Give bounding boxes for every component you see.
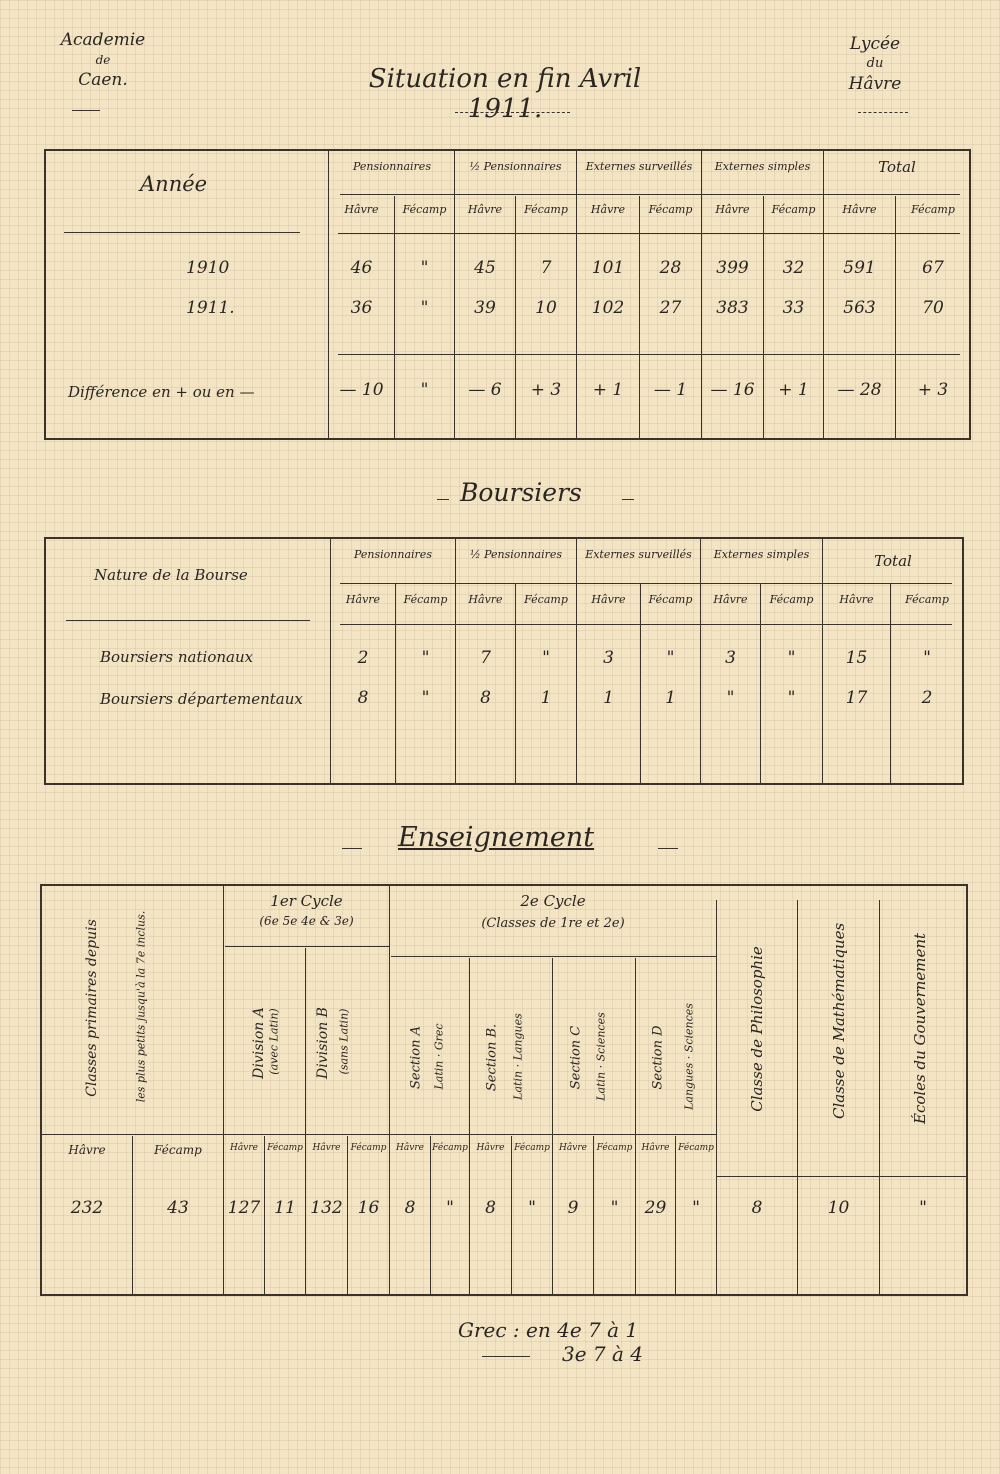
t3-vline (469, 958, 470, 1294)
gouv-header: Écoles du Gouvernement (911, 932, 929, 1124)
div-a-line-2: (avec Latin) (267, 1008, 281, 1075)
cell: 1 (603, 688, 614, 708)
t1-group-ext-surv: Externes surveillés (585, 160, 693, 173)
cell: " (923, 648, 931, 668)
cell: 8 (485, 1198, 496, 1218)
t3-hline (391, 956, 716, 957)
cell: 399 (716, 258, 749, 278)
cell: 32 (782, 258, 805, 278)
t1-sub-fecamp: Fécamp (524, 203, 568, 216)
t2-subline (760, 584, 761, 783)
t3-vline (305, 948, 306, 1294)
t1-sub-fecamp: Fécamp (911, 203, 955, 216)
t1-hline (64, 232, 300, 233)
sec-a-line-2: Latin · Grec (432, 1023, 446, 1090)
academie-underline (72, 110, 100, 111)
row-nationaux-label: Boursiers nationaux (100, 648, 254, 666)
t3-vline (797, 900, 798, 1294)
t2-sub-fecamp: Fécamp (403, 593, 448, 606)
cell: 10 (535, 298, 557, 318)
cell: 383 (716, 298, 749, 318)
t3-vline (552, 958, 553, 1294)
cell: 28 (659, 258, 682, 278)
cell: 132 (310, 1198, 343, 1218)
cell: 102 (591, 298, 625, 318)
t2-group-pensionnaires: Pensionnaires (354, 548, 432, 561)
cell: " (692, 1198, 700, 1218)
t2-subline (890, 584, 891, 783)
t3-sub-havre: Hâvre (230, 1143, 258, 1153)
sec-b-line-2: Latin · Langues (511, 1013, 525, 1100)
enseignement-dash-left (342, 848, 362, 849)
div-a-line-1: Division A (251, 1007, 267, 1079)
cell: 33 (782, 298, 805, 318)
cell: " (420, 298, 429, 318)
t3-sub-havre: Hâvre (559, 1143, 587, 1153)
cycle2-title: 2e Cycle (520, 892, 586, 910)
enseignement-title: Enseignement (398, 822, 595, 853)
cell: 15 (845, 648, 868, 668)
t1-sub-havre: Hâvre (467, 203, 503, 216)
t1-group-ext-simple: Externes simples (714, 160, 811, 173)
cell: " (542, 648, 550, 668)
sec-c-line-2: Latin · Sciences (594, 1012, 608, 1101)
sec-b-line-1: Section B. (484, 1023, 500, 1092)
t2-sub-fecamp: Fécamp (648, 593, 693, 606)
enseignement-dash-right (658, 848, 678, 849)
cell: 70 (922, 298, 944, 318)
t3-vline (716, 900, 717, 1294)
enseignement-table (40, 884, 968, 1296)
cell: + 3 (917, 380, 949, 400)
t2-sub-fecamp: Fécamp (769, 593, 814, 606)
cell: + 3 (530, 380, 562, 400)
t2-hline (340, 583, 952, 584)
cell: 29 (644, 1198, 667, 1218)
note-line-1: Grec : en 4e 7 à 1 (458, 1318, 639, 1342)
t1-sub-havre: Hâvre (715, 203, 750, 216)
t3-hline (42, 1134, 716, 1135)
t2-hline (66, 620, 310, 621)
cell: 8 (404, 1198, 416, 1218)
div-b-line-2: (sans Latin) (337, 1008, 351, 1075)
cell: 39 (474, 298, 496, 318)
cell: 16 (357, 1198, 380, 1218)
t2-sub-fecamp: Fécamp (524, 593, 568, 606)
lycee-underline (858, 112, 908, 113)
philo-header: Classe de Philosophie (748, 946, 766, 1112)
t2-group-demi: ½ Pensionnaires (469, 548, 563, 561)
t3-sub-fecamp: Fécamp (596, 1143, 633, 1153)
t1-hline (338, 354, 960, 355)
t3-sub-havre: Hâvre (312, 1143, 341, 1153)
cell: " (446, 1198, 454, 1218)
cell: " (420, 258, 429, 278)
cell: 3 (603, 648, 614, 668)
t2-sub-havre: Hâvre (468, 593, 503, 606)
t1-sub-fecamp: Fécamp (771, 203, 816, 216)
t3-vline (389, 886, 390, 1294)
t3-sub-fecamp: Fécamp (350, 1143, 387, 1153)
t2-subline (640, 584, 641, 783)
t3-sub-havre: Hâvre (641, 1143, 670, 1153)
cell: 232 (70, 1198, 104, 1218)
diff-label: Différence en + ou en — (68, 383, 255, 401)
t3-sub-fecamp: Fécamp (514, 1143, 550, 1153)
boursiers-dash-left (437, 499, 449, 500)
t1-hline (340, 194, 960, 195)
cell: 8 (480, 688, 491, 708)
t2-sub-havre: Hâvre (591, 593, 626, 606)
t2-subline (395, 584, 396, 783)
t3-sub-havre: Hâvre (476, 1143, 505, 1153)
nature-header: Nature de la Bourse (94, 566, 248, 584)
t2-group-ext-surv: Externes surveillés (585, 548, 692, 561)
t3-vline (223, 886, 224, 1294)
t2-group-ext-simple: Externes simples (713, 548, 810, 561)
page-title: Situation en fin Avril 1911. (368, 64, 642, 124)
t1-sub-havre: Hâvre (344, 203, 379, 216)
boursiers-title: Boursiers (460, 478, 582, 507)
lycee-line-3: Hâvre (848, 74, 902, 94)
t3-sub-havre: Hâvre (68, 1143, 106, 1157)
cell: " (919, 1198, 927, 1218)
t3-sub-fecamp: Fécamp (267, 1143, 303, 1153)
div-b-line-1: Division B (315, 1007, 331, 1079)
cell: 7 (480, 648, 491, 668)
cell: 27 (659, 298, 682, 318)
cell: " (421, 648, 430, 668)
cell: 591 (843, 258, 876, 278)
t1-sub-havre: Hâvre (842, 203, 877, 216)
cell: 17 (845, 688, 868, 708)
cell: 67 (922, 258, 944, 278)
cell: 563 (843, 298, 876, 318)
primaires-line-2: les plus petits jusqu'à la 7e inclus. (134, 910, 148, 1103)
cell: 2 (921, 688, 933, 708)
lycee-label (820, 34, 930, 94)
cell: 127 (227, 1198, 261, 1218)
t3-vline (635, 958, 636, 1294)
cell: 1 (540, 688, 552, 708)
sec-d-line-1: Section D (650, 1025, 666, 1090)
maths-header: Classe de Mathématiques (830, 922, 848, 1119)
cell: " (787, 688, 796, 708)
cell: " (421, 688, 430, 708)
sec-a-line-1: Section A (408, 1026, 424, 1089)
cell: 1 (665, 688, 676, 708)
t3-vline (879, 900, 880, 1294)
t1-group-total: Total (878, 158, 916, 176)
cycle2-sub: (Classes de 1re et 2e) (481, 916, 625, 931)
t2-sub-havre: Hâvre (345, 593, 381, 606)
cell: — 10 (339, 380, 384, 400)
cell: — 6 (468, 380, 502, 400)
cell: + 1 (592, 380, 624, 400)
cell: " (528, 1198, 536, 1218)
t1-hline (338, 233, 960, 234)
t2-sub-havre: Hâvre (839, 593, 874, 606)
primaires-line-1: Classes primaires depuis (84, 919, 100, 1097)
academie-line-1: Academie (60, 30, 146, 50)
cell: — 28 (837, 380, 882, 400)
note-ditto-line (482, 1356, 530, 1357)
t3-sub-fecamp: Fécamp (432, 1143, 468, 1153)
lycee-line-2: du (866, 56, 884, 71)
cell: " (420, 380, 429, 400)
cycle1-sub: (6e 5e 4e & 3e) (259, 914, 354, 928)
t1-sub-fecamp: Fécamp (648, 203, 693, 216)
lycee-line-1: Lycée (849, 34, 901, 54)
row-departementaux-label: Boursiers départementaux (100, 690, 303, 708)
note-line-2: 3e 7 à 4 (562, 1342, 644, 1366)
cell: 11 (274, 1198, 296, 1218)
cell: 2 (357, 648, 369, 668)
sec-d-line-2: Langues · Sciences (682, 1003, 696, 1110)
cell: — 16 (710, 380, 755, 400)
cell: 9 (567, 1198, 579, 1218)
cell: 8 (751, 1198, 763, 1218)
cell: 101 (591, 258, 625, 278)
t1-group-demi: ½ Pensionnaires (469, 160, 562, 173)
cell: 8 (357, 688, 369, 708)
cell: " (726, 688, 735, 708)
t2-sub-fecamp: Fécamp (905, 593, 949, 606)
cell: " (610, 1198, 619, 1218)
sec-c-line-1: Section C (568, 1025, 584, 1090)
t1-sub-fecamp: Fécamp (402, 203, 447, 216)
t3-hline (716, 1176, 966, 1177)
t3-sub-fecamp: Fécamp (154, 1143, 202, 1157)
cell: + 1 (778, 380, 809, 400)
cell: " (787, 648, 796, 668)
t2-hline (340, 624, 952, 625)
cell: 10 (827, 1198, 850, 1218)
title-underline (455, 112, 570, 113)
boursiers-dash-right (622, 499, 634, 500)
year-header: Année (140, 172, 208, 196)
cell: — 1 (653, 380, 688, 400)
cell: 3 (725, 648, 736, 668)
t2-sub-havre: Hâvre (713, 593, 748, 606)
academie-label (48, 30, 158, 90)
cell: 45 (474, 258, 496, 278)
t3-hline (225, 946, 389, 947)
t3-sub-havre: Hâvre (396, 1143, 424, 1153)
cycle1-title: 1er Cycle (270, 892, 343, 910)
academie-line-2: de (95, 53, 111, 67)
cell: 43 (167, 1198, 189, 1218)
t1-group-pensionnaires: Pensionnaires (353, 160, 431, 173)
cell: 36 (350, 298, 373, 318)
academie-line-3: Caen. (78, 70, 128, 90)
t1-sub-havre: Hâvre (590, 203, 626, 216)
t3-sub-fecamp: Fécamp (678, 1143, 714, 1153)
row-1911-label: 1911. (186, 298, 235, 318)
t2-subline (515, 584, 516, 783)
cell: 46 (350, 258, 373, 278)
row-1910-label: 1910 (186, 258, 230, 278)
cell: " (666, 648, 675, 668)
cell: 7 (540, 258, 552, 278)
t2-group-total: Total (874, 552, 912, 570)
